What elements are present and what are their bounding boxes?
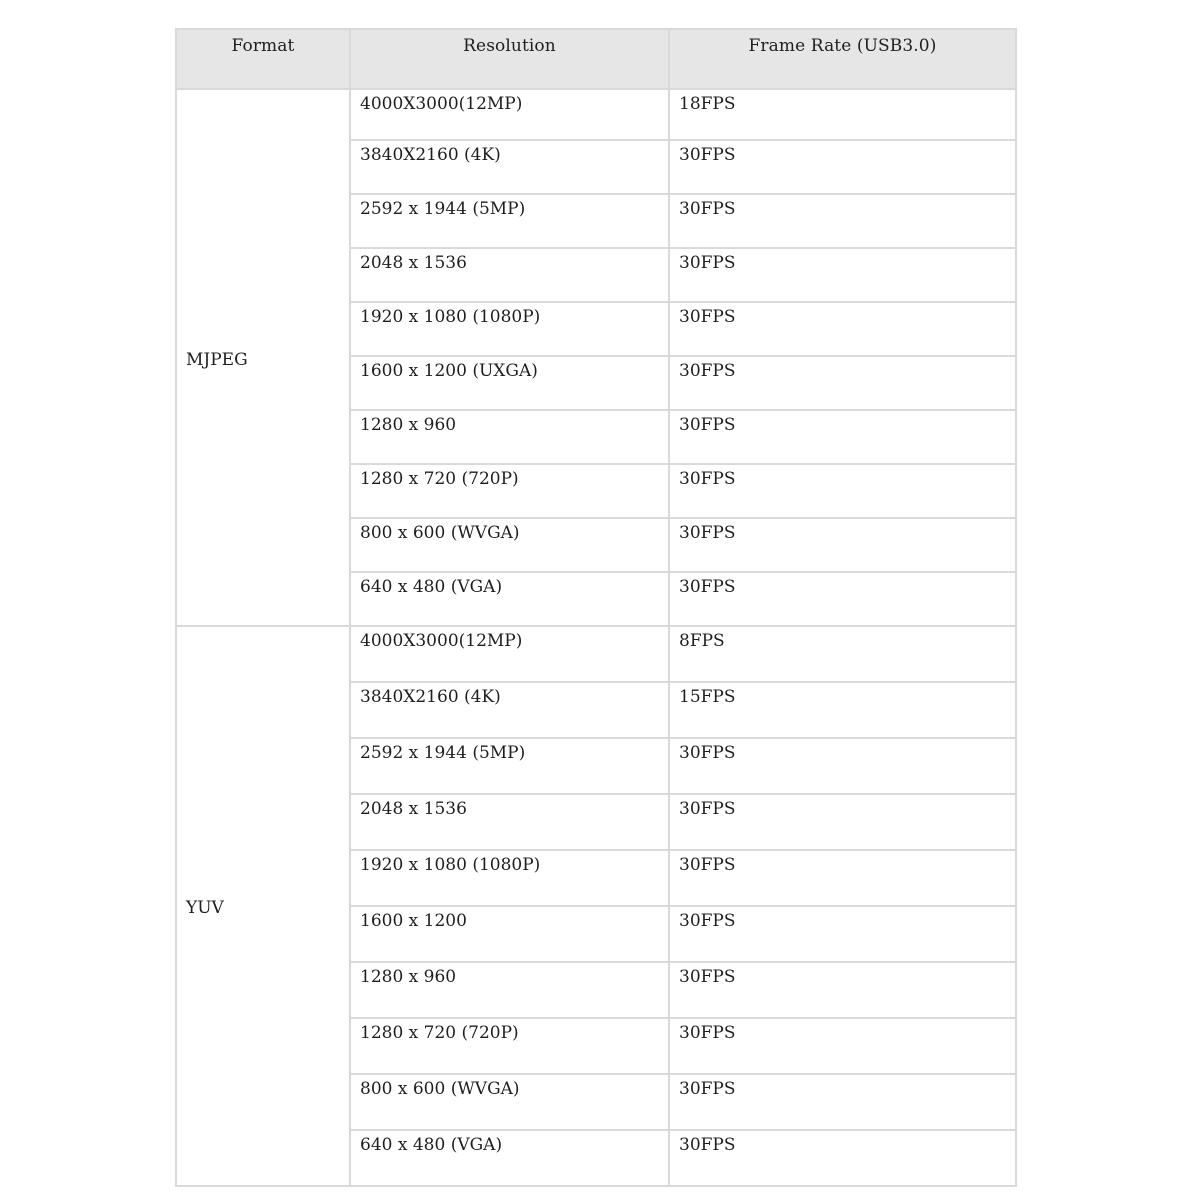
resolution-cell: 640 x 480 (VGA): [350, 572, 669, 626]
resolution-cell: 2048 x 1536: [350, 248, 669, 302]
header-format: Format: [176, 29, 350, 89]
resolution-cell: 1600 x 1200 (UXGA): [350, 356, 669, 410]
frame-rate-cell: 30FPS: [669, 906, 1016, 962]
frame-rate-spec-table: [175, 28, 1017, 1187]
resolution-cell: 800 x 600 (WVGA): [350, 1074, 669, 1130]
frame-rate-cell: 30FPS: [669, 464, 1016, 518]
resolution-cell: 640 x 480 (VGA): [350, 1130, 669, 1186]
frame-rate-cell: 30FPS: [669, 738, 1016, 794]
frame-rate-cell: 30FPS: [669, 140, 1016, 194]
frame-rate-cell: 18FPS: [669, 89, 1016, 140]
format-cell-mjpeg: MJPEG: [176, 89, 350, 626]
resolution-cell: 2048 x 1536: [350, 794, 669, 850]
frame-rate-cell: 30FPS: [669, 850, 1016, 906]
header-frame-rate: Frame Rate (USB3.0): [669, 29, 1016, 89]
resolution-cell: 1280 x 720 (720P): [350, 1018, 669, 1074]
resolution-cell: 1920 x 1080 (1080P): [350, 850, 669, 906]
frame-rate-cell: 30FPS: [669, 248, 1016, 302]
frame-rate-cell: 30FPS: [669, 518, 1016, 572]
resolution-cell: 3840X2160 (4K): [350, 140, 669, 194]
header-resolution: Resolution: [350, 29, 669, 89]
resolution-cell: 1600 x 1200: [350, 906, 669, 962]
frame-rate-cell: 30FPS: [669, 572, 1016, 626]
resolution-cell: 2592 x 1944 (5MP): [350, 194, 669, 248]
frame-rate-cell: 30FPS: [669, 1018, 1016, 1074]
resolution-cell: 1920 x 1080 (1080P): [350, 302, 669, 356]
table-row: [176, 89, 1016, 140]
frame-rate-cell: 15FPS: [669, 682, 1016, 738]
frame-rate-cell: 30FPS: [669, 1130, 1016, 1186]
resolution-cell: 4000X3000(12MP): [350, 89, 669, 140]
frame-rate-cell: 30FPS: [669, 794, 1016, 850]
frame-rate-cell: 30FPS: [669, 356, 1016, 410]
resolution-cell: 1280 x 720 (720P): [350, 464, 669, 518]
frame-rate-cell: 30FPS: [669, 962, 1016, 1018]
frame-rate-cell: 30FPS: [669, 302, 1016, 356]
resolution-cell: 800 x 600 (WVGA): [350, 518, 669, 572]
resolution-cell: 2592 x 1944 (5MP): [350, 738, 669, 794]
format-cell-yuv: YUV: [176, 626, 350, 1186]
frame-rate-cell: 30FPS: [669, 194, 1016, 248]
frame-rate-cell: 30FPS: [669, 1074, 1016, 1130]
resolution-cell: 1280 x 960: [350, 410, 669, 464]
resolution-cell: 4000X3000(12MP): [350, 626, 669, 682]
header-row: [176, 29, 1016, 89]
table-body: [176, 89, 1016, 1186]
frame-rate-cell: 8FPS: [669, 626, 1016, 682]
resolution-cell: 1280 x 960: [350, 962, 669, 1018]
table-row: [176, 626, 1016, 682]
frame-rate-cell: 30FPS: [669, 410, 1016, 464]
resolution-cell: 3840X2160 (4K): [350, 682, 669, 738]
